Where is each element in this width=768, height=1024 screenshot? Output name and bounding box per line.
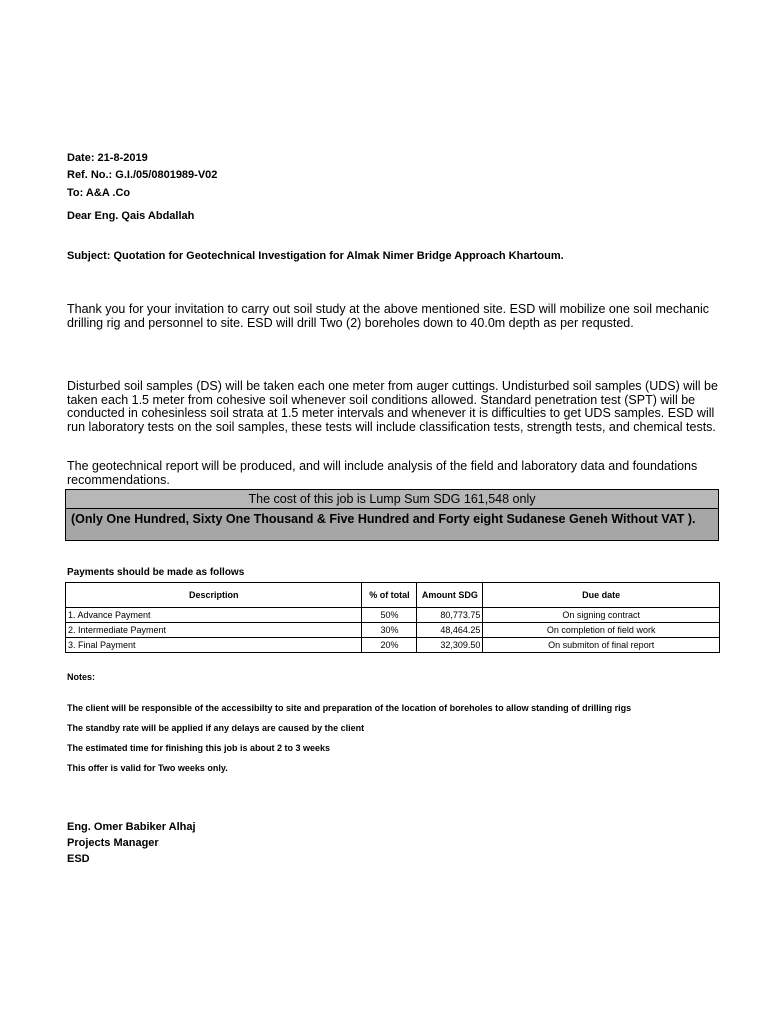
row-amount: 80,773.75 [417, 608, 483, 623]
paragraph-sampling: Disturbed soil samples (DS) will be taken each one meter from auger cuttings. Undisturbed soil samples (UDS) will be taken each 1.5 meter from cohesive soil whenever soil conditions allowed. Standard penetration test (SPT) will be conducted in cohesinless soil strata at 1.5 meter intervals and whenever it is difficulties to get UDS samples. ESD will run laboratory tests on the soil samples, these tests will include classification tests, strength tests, and chemical tests. [67, 379, 718, 434]
cost-in-words: (Only One Hundred, Sixty One Thousand & Five Hundred and Forty eight Sudanese Geneh Without VAT ). [71, 512, 696, 526]
note-item: This offer is valid for Two weeks only. [67, 763, 228, 773]
payments-table [65, 582, 720, 653]
row-due-date: On submiton of final report [483, 638, 720, 653]
signatory-name: Eng. Omer Babiker Alhaj [67, 821, 196, 833]
row-percent: 50% [362, 608, 417, 623]
signatory-title: Projects Manager [67, 837, 159, 849]
table-row [66, 623, 720, 638]
subject-line: Subject: Quotation for Geotechnical Investigation for Almak Nimer Bridge Approach Khartoum. [67, 250, 564, 262]
table-row [66, 638, 720, 653]
cost-amount: The cost of this job is Lump Sum SDG 161,548 only [66, 490, 718, 509]
row-description: 1. Advance Payment [66, 608, 362, 623]
row-amount: 48,464.25 [417, 623, 483, 638]
signatory-company: ESD [67, 853, 90, 865]
paragraph-report: The geotechnical report will be produced, and will include analysis of the field and laboratory data and foundations recommendations. [67, 459, 698, 487]
row-due-date: On completion of field work [483, 623, 720, 638]
row-description: 3. Final Payment [66, 638, 362, 653]
row-amount: 32,309.50 [417, 638, 483, 653]
header-due-date: Due date [483, 583, 720, 608]
note-item: The standby rate will be applied if any delays are caused by the client [67, 723, 365, 733]
header-description: Description [66, 583, 362, 608]
row-description: 2. Intermediate Payment [66, 623, 362, 638]
letter-date: Date: 21-8-2019 [67, 152, 148, 164]
row-due-date: On signing contract [483, 608, 720, 623]
reference-number: Ref. No.: G.I./05/0801989-V02 [67, 169, 218, 181]
header-amount: Amount SDG [417, 583, 483, 608]
note-item: The estimated time for finishing this job is about 2 to 3 weeks [67, 743, 331, 753]
table-header-row [66, 583, 720, 608]
row-percent: 30% [362, 623, 417, 638]
payments-title: Payments should be made as follows [67, 567, 245, 578]
header-percent: % of total [362, 583, 417, 608]
salutation: Dear Eng. Qais Abdallah [67, 210, 195, 222]
notes-title: Notes: [67, 672, 96, 682]
paragraph-intro: Thank you for your invitation to carry out soil study at the above mentioned site. ESD will mobilize one soil mechanic drilling rig and personnel to site. ESD will drill Two (2) boreholes down to 40.0m depth as per requsted. [67, 302, 709, 330]
recipient: To: A&A .Co [67, 187, 131, 199]
row-percent: 20% [362, 638, 417, 653]
table-row [66, 608, 720, 623]
note-item: The client will be responsible of the accessibilty to site and preparation of the location of boreholes to allow standing of drilling rigs [67, 703, 632, 713]
cost-box [65, 489, 719, 541]
